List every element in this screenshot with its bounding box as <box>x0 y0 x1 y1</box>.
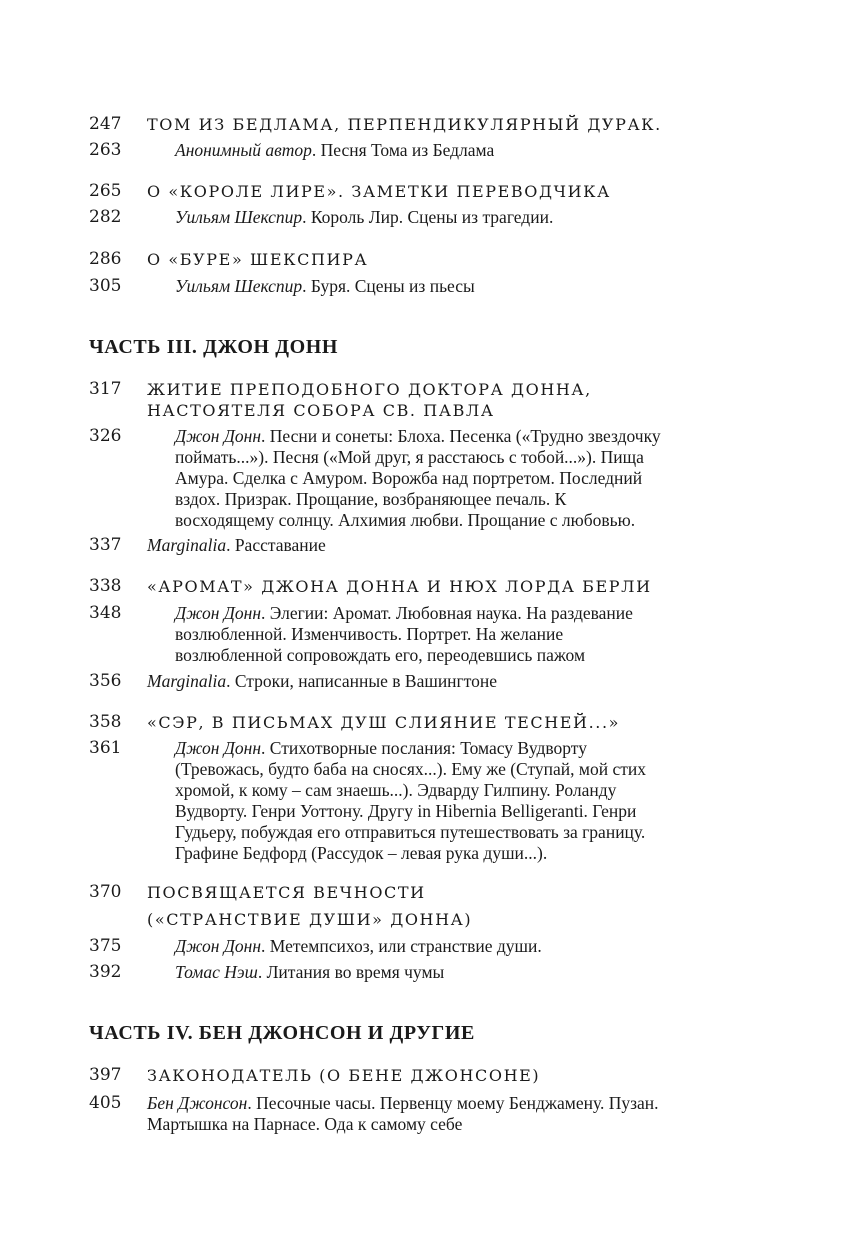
source-text-cont: возлюбленной. Изменчивость. Портрет. На желание <box>175 624 564 644</box>
source-text-cont: возлюбленной сопровождать его, переодевшись пажом <box>175 645 586 665</box>
toc-entry-source[interactable] <box>0 603 857 666</box>
author-name: Уильям Шекспир <box>175 207 303 227</box>
page-number: 265 <box>89 181 122 201</box>
source-text-cont: вздох. Призрак. Прощание, возбраняющее печаль. К <box>175 489 567 509</box>
toc-entry-essay[interactable] <box>0 114 857 135</box>
essay-title: О «БУРЕ» ШЕКСПИРА <box>147 250 369 269</box>
source-text-cont: Вудворту. Генри Уоттону. Другу in Hibernia Belligeranti. Генри <box>175 801 637 821</box>
author-name: Томас Нэш <box>175 962 258 982</box>
author-name: Бен Джонсон <box>147 1093 248 1113</box>
source-text: Джон Донн. Песни и сонеты: Блоха. Песенка («Трудно звездочку <box>175 426 661 446</box>
source-text-cont: поймать...»). Песня («Мой друг, я расстаюсь с тобой...»). Пища <box>175 447 644 467</box>
page-number: 326 <box>89 426 122 446</box>
page-number: 370 <box>89 882 122 902</box>
essay-title: ПОСВЯЩАЕТСЯ ВЕЧНОСТИ <box>147 883 426 902</box>
toc-entry-source[interactable] <box>0 426 857 531</box>
source-text: Бен Джонсон. Песочные часы. Первенцу моему Бенджамену. Пузан. <box>147 1093 659 1113</box>
source-text: Анонимный автор. Песня Тома из Бедлама <box>175 140 495 160</box>
part-heading: ЧАСТЬ IV. БЕН ДЖОНСОН И ДРУГИЕ <box>89 1022 475 1044</box>
author-name: Marginalia <box>147 671 227 691</box>
source-text: Уильям Шекспир. Король Лир. Сцены из трагедии. <box>175 207 554 227</box>
page-number: 361 <box>89 738 122 758</box>
page-number: 263 <box>89 140 122 160</box>
author-name: Джон Донн <box>175 426 262 446</box>
source-text: Томас Нэш. Литания во время чумы <box>175 962 445 982</box>
toc-entry-essay[interactable] <box>0 882 857 930</box>
essay-title: ЖИТИЕ ПРЕПОДОБНОГО ДОКТОРА ДОННА, <box>147 380 592 399</box>
toc-entry-marginalia[interactable] <box>0 535 857 556</box>
source-text: Джон Донн. Стихотворные послания: Томасу Вудворту <box>175 738 587 758</box>
essay-title-cont: («СТРАНСТВИЕ ДУШИ» ДОННА) <box>147 910 473 929</box>
source-text: Marginalia. Строки, написанные в Вашингтоне <box>147 671 498 691</box>
essay-title-cont: НАСТОЯТЕЛЯ СОБОРА СВ. ПАВЛА <box>147 401 495 420</box>
toc-entry-source[interactable] <box>0 276 857 297</box>
toc-entry-essay[interactable] <box>0 712 857 733</box>
page-number: 375 <box>89 936 122 956</box>
toc-entry-source[interactable] <box>0 140 857 161</box>
source-text-cont: восходящему солнцу. Алхимия любви. Прощание с любовью. <box>175 510 636 530</box>
essay-title: ТОМ ИЗ БЕДЛАМА, ПЕРПЕНДИКУЛЯРНЫЙ ДУРАК. <box>147 115 662 134</box>
toc-entry-source[interactable] <box>0 738 857 864</box>
page-number: 337 <box>89 535 122 555</box>
page-number: 286 <box>89 249 122 269</box>
page-number: 397 <box>89 1065 122 1085</box>
author-name: Marginalia <box>147 535 227 555</box>
source-text: Джон Донн. Метемпсихоз, или странствие души. <box>175 936 542 956</box>
toc-entry-essay[interactable] <box>0 379 857 421</box>
page-number: 405 <box>89 1093 122 1113</box>
part-heading: ЧАСТЬ III. ДЖОН ДОНН <box>89 336 339 358</box>
source-text: Marginalia. Расставание <box>147 535 326 555</box>
author-name: Джон Донн <box>175 603 262 623</box>
essay-title: «СЭР, В ПИСЬМАХ ДУШ СЛИЯНИЕ ТЕСНЕЙ...» <box>147 713 621 732</box>
toc-entry-essay[interactable] <box>0 1065 857 1086</box>
page-number: 338 <box>89 576 122 596</box>
page-number: 305 <box>89 276 122 296</box>
page-number: 348 <box>89 603 122 623</box>
source-text-cont: (Тревожась, будто баба на сносях...). Ему же (Ступай, мой стих <box>175 759 646 779</box>
toc-entry-essay[interactable] <box>0 576 857 597</box>
author-name: Анонимный автор <box>175 140 312 160</box>
author-name: Уильям Шекспир <box>175 276 303 296</box>
essay-title: О «КОРОЛЕ ЛИРЕ». ЗАМЕТКИ ПЕРЕВОДЧИКА <box>147 182 611 201</box>
toc-entry-source[interactable] <box>0 1093 857 1135</box>
author-name: Джон Донн <box>175 738 262 758</box>
source-text: Уильям Шекспир. Буря. Сцены из пьесы <box>175 276 475 296</box>
source-text-cont: хромой, к кому – сам знаешь...). Эдварду Гилпину. Роланду <box>175 780 617 800</box>
toc-entry-essay[interactable] <box>0 181 857 202</box>
source-text-cont: Амура. Сделка с Амуром. Ворожба над портретом. Последний <box>175 468 643 488</box>
essay-title: «АРОМАТ» ДЖОНА ДОННА И НЮХ ЛОРДА БЕРЛИ <box>147 577 652 596</box>
toc-entry-essay[interactable] <box>0 249 857 270</box>
page-number: 317 <box>89 379 122 399</box>
page-number: 282 <box>89 207 122 227</box>
page-number: 358 <box>89 712 122 732</box>
source-text: Джон Донн. Элегии: Аромат. Любовная наука. На раздевание <box>175 603 633 623</box>
author-name: Джон Донн <box>175 936 262 956</box>
essay-title: ЗАКОНОДАТЕЛЬ (О БЕНЕ ДЖОНСОНЕ) <box>147 1066 541 1085</box>
source-text-cont: Графине Бедфорд (Рассудок – левая рука души...). <box>175 843 548 863</box>
toc-entry-source[interactable] <box>0 936 857 957</box>
page-number: 356 <box>89 671 122 691</box>
source-text-cont: Гудьеру, побуждая его отправиться путешествовать за границу. <box>175 822 646 842</box>
toc-entry-source[interactable] <box>0 207 857 228</box>
source-text-cont: Мартышка на Парнасе. Ода к самому себе <box>147 1114 463 1134</box>
page-number: 247 <box>89 114 122 134</box>
toc-entry-marginalia[interactable] <box>0 671 857 692</box>
page-number: 392 <box>89 962 122 982</box>
toc-entry-source[interactable] <box>0 962 857 983</box>
